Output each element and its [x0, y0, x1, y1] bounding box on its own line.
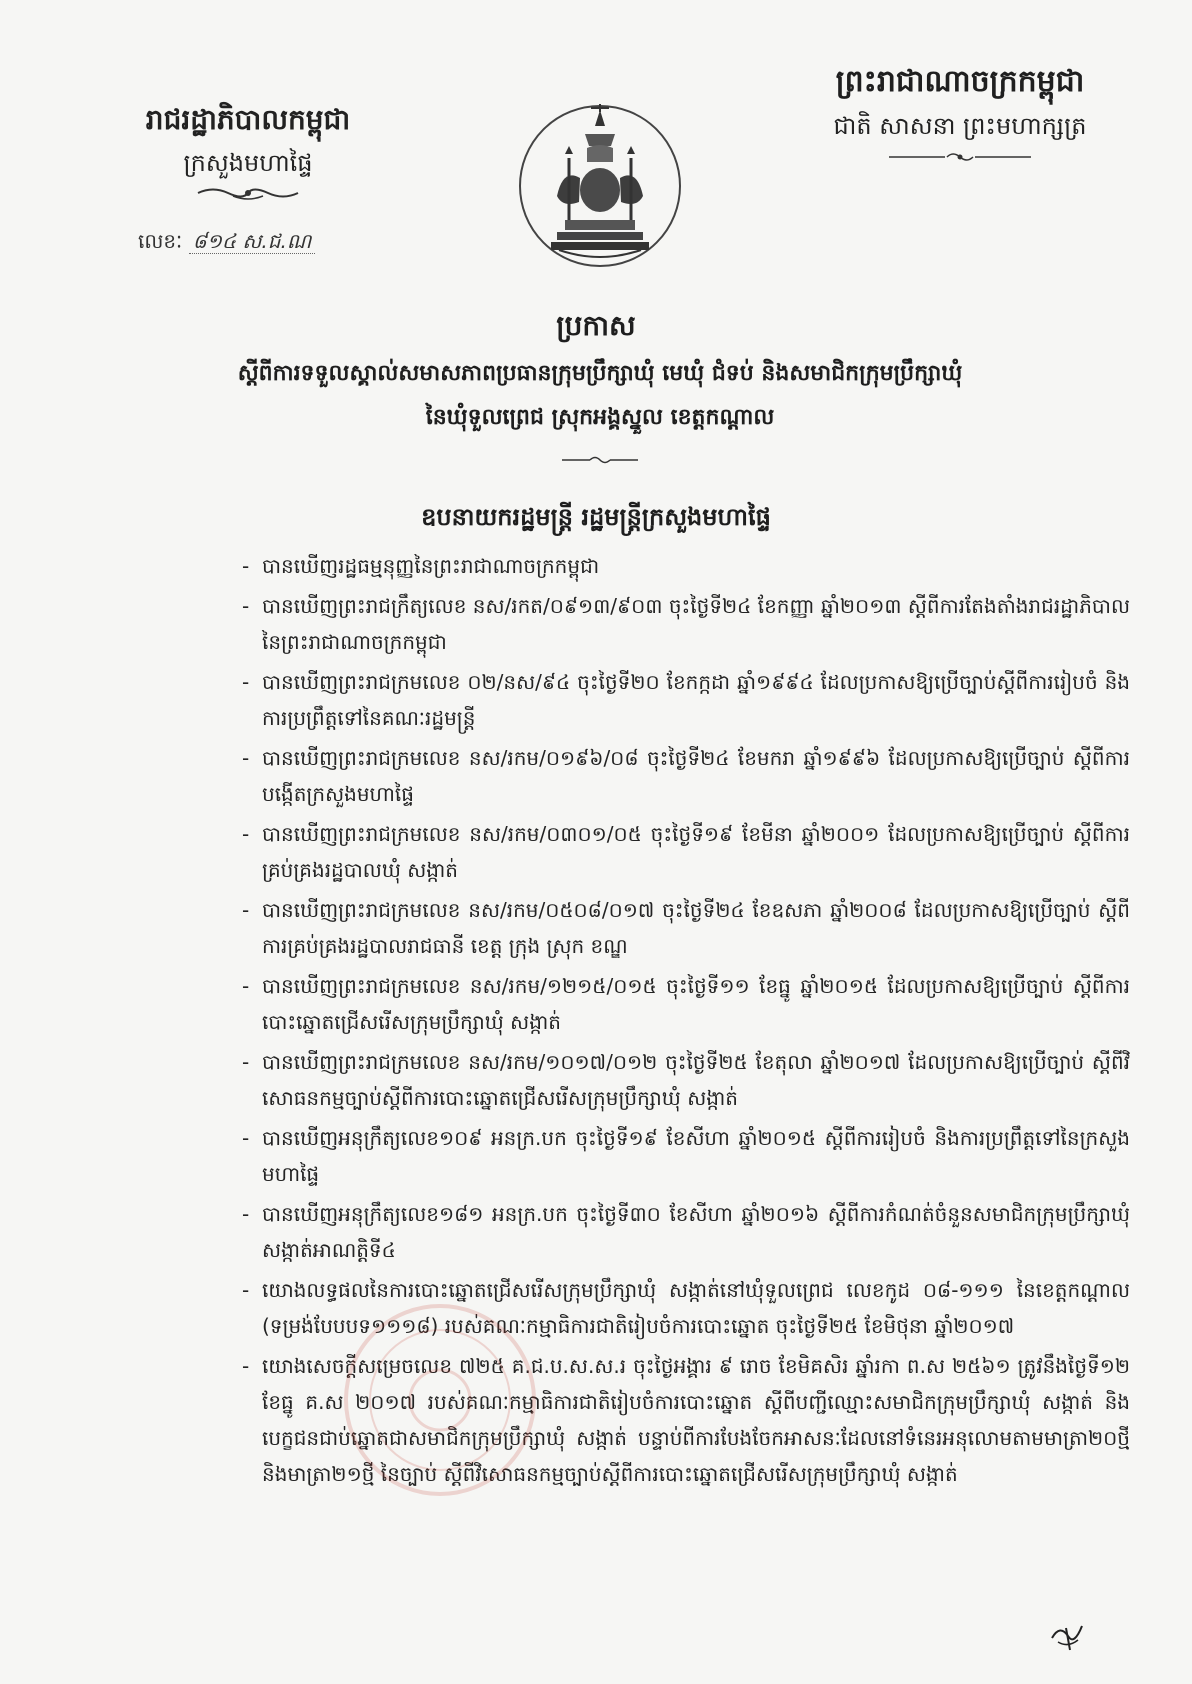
reference-value: ៨១៤ ស.ជ.ណ — [189, 229, 316, 254]
document-type: ប្រកាស — [556, 309, 636, 342]
initials-icon — [1048, 1618, 1088, 1654]
list-item: - បានឃើញព្រះរាជក្រមលេខ នស/រកម/១២១៥/០១៥ ចុះថ្ងៃទី១១ ខែធ្នូ ឆ្នាំ២០១៥ ដែលប្រកាសឱ្យប្រើច្បាប់ ស្តីពីការបោះឆ្នោតជ្រើសរើសក្រុមប្រឹក្សាឃុំ សង្កាត់ — [240, 968, 1130, 1040]
ministry-header — [118, 100, 378, 202]
list-item: - បានឃើញអនុក្រឹត្យលេខ១៨១ អនក្រ.បក ចុះថ្ងៃទី៣០ ខែសីហា ឆ្នាំ២០១៦ ស្តីពីការកំណត់ចំនួនសមាជិកក្រុមប្រឹក្សាឃុំ សង្កាត់អាណត្តិទី៤ — [240, 1196, 1130, 1268]
ministry-name: ក្រសួងមហាផ្ទៃ — [183, 149, 313, 177]
national-motto: ជាតិ សាសនា ព្រះមហាក្សត្រ — [833, 112, 1087, 140]
issuer-title: ឧបនាយករដ្ឋមន្ត្រី រដ្ឋមន្ត្រីក្រសួងមហាផ្ទៃ — [421, 503, 771, 531]
list-item: - យោងសេចក្តីសម្រេចលេខ ៧២៥ គ.ជ.ប.ស.ស.រ ចុះថ្ងៃអង្គារ ៩ រោច ខែមិគសិរ ឆ្នាំរកា ព.ស ២៥៦១ ត្រូវនឹងថ្ងៃទី១២ ខែធ្នូ គ.ស ២០១៧ របស់គណៈកម្មាធិការជាតិរៀបចំការបោះឆ្នោត ស្តីពីបញ្ជីឈ្មោះសមាជិកក្រុមប្រឹក្សាឃុំ សង្កាត់ និងបេក្ខជនជាប់ឆ្នោតជាសមាជិកក្រុមប្រឹក្សាឃុំ សង្កាត់ បន្ទាប់ពីការបែងចែកអាសនៈដែលនៅទំនេរអនុលោមតាមមាត្រា២០ថ្មី និងមាត្រា២១ថ្មី នៃច្បាប់ ស្តីពីវិសោធនកម្មច្បាប់ស្តីពីការបោះឆ្នោតជ្រើសរើសក្រុមប្រឹក្សាឃុំ សង្កាត់ — [240, 1348, 1130, 1492]
document-subject — [200, 352, 1000, 440]
official-stamp-icon — [340, 1300, 540, 1500]
list-item: - បានឃើញព្រះរាជក្រមលេខ ០២/នស/៩៤ ចុះថ្ងៃទី២០ ខែកក្កដា ឆ្នាំ១៩៩៤ ដែលប្រកាសឱ្យប្រើច្បាប់ស្តីពីការរៀបចំ និងការប្រព្រឹត្តទៅនៃគណៈរដ្ឋមន្ត្រី — [240, 664, 1130, 736]
list-item: - បានឃើញព្រះរាជក្រឹត្យលេខ នស/រកត/០៩១៣/៩០៣ ចុះថ្ងៃទី២៤ ខែកញ្ញា ឆ្នាំ២០១៣ ស្តីពីការតែងតាំងរាជរដ្ឋាភិបាលនៃព្រះរាជាណាចក្រកម្ពុជា — [240, 588, 1130, 660]
ornament-icon — [885, 150, 1035, 164]
kingdom-header — [795, 60, 1125, 164]
list-item: - យោងលទ្ធផលនៃការបោះឆ្នោតជ្រើសរើសក្រុមប្រឹក្សាឃុំ សង្កាត់នៅឃុំទួលព្រេជ លេខកូដ ០៨-១១១ នៃខេត្តកណ្តាល (ទម្រង់បែបបទ១១១៨) របស់គណៈកម្មាធិការជាតិរៀបចំការបោះឆ្នោត ចុះថ្ងៃទី២៥ ខែមិថុនា ឆ្នាំ២០១៧ — [240, 1272, 1130, 1344]
ornament-icon — [193, 184, 303, 202]
list-item: - បានឃើញព្រះរាជក្រមលេខ នស/រកម/១០១៧/០១២ ចុះថ្ងៃទី២៥ ខែតុលា ឆ្នាំ២០១៧ ដែលប្រកាសឱ្យប្រើច្បាប់ ស្តីពីវិសោធនកម្មច្បាប់ស្តីពីការបោះឆ្នោតជ្រើសរើសក្រុមប្រឹក្សាឃុំ សង្កាត់ — [240, 1044, 1130, 1116]
list-item: - បានឃើញអនុក្រឹត្យលេខ១០៩ អនក្រ.បក ចុះថ្ងៃទី១៩ ខែសីហា ឆ្នាំ២០១៥ ស្តីពីការរៀបចំ និងការប្រព្រឹត្តទៅនៃក្រសួងមហាផ្ទៃ — [240, 1120, 1130, 1192]
list-item: - បានឃើញព្រះរាជក្រមលេខ នស/រកម/០៣០១/០៥ ចុះថ្ងៃទី១៩ ខែមីនា ឆ្នាំ២០០១ ដែលប្រកាសឱ្យប្រើច្បាប់ ស្តីពីការគ្រប់គ្រងរដ្ឋបាលឃុំ សង្កាត់ — [240, 816, 1130, 888]
subject-line: ស្តីពីការទទួលស្គាល់សមាសភាពប្រធានក្រុមប្រឹក្សាឃុំ មេឃុំ ជំទប់ និងសមាជិកក្រុមប្រឹក្សាឃុំ — [237, 361, 963, 386]
reference-label: លេខៈ — [138, 229, 183, 253]
list-item: - បានឃើញព្រះរាជក្រមលេខ នស/រកម/០៥០៨/០១៧ ចុះថ្ងៃទី២៤ ខែឧសភា ឆ្នាំ២០០៨ ដែលប្រកាសឱ្យប្រើច្បាប់ ស្តីពីការគ្រប់គ្រងរដ្ឋបាលរាជធានី ខេត្ត ក្រុង ស្រុក ខណ្ឌ — [240, 892, 1130, 964]
reference-number — [138, 228, 315, 258]
subject-line: នៃឃុំទួលព្រេជ ស្រុកអង្គស្នួល ខេត្តកណ្តាល — [425, 405, 775, 430]
royal-arms-icon — [517, 98, 683, 274]
ornament-icon — [560, 454, 640, 466]
list-item: - បានឃើញព្រះរាជក្រមលេខ នស/រកម/០១៩៦/០៨ ចុះថ្ងៃទី២៤ ខែមករា ឆ្នាំ១៩៩៦ ដែលប្រកាសឱ្យប្រើច្បាប់ ស្តីពីការបង្កើតក្រសួងមហាផ្ទៃ — [240, 740, 1130, 812]
kingdom-name: ព្រះរាជាណាចក្រកម្ពុជា — [835, 64, 1085, 99]
list-item: - បានឃើញរដ្ឋធម្មនុញ្ញនៃព្រះរាជាណាចក្រកម្ពុជា — [240, 548, 1130, 584]
government-name: រាជរដ្ឋាភិបាលកម្ពុជា — [145, 103, 351, 136]
